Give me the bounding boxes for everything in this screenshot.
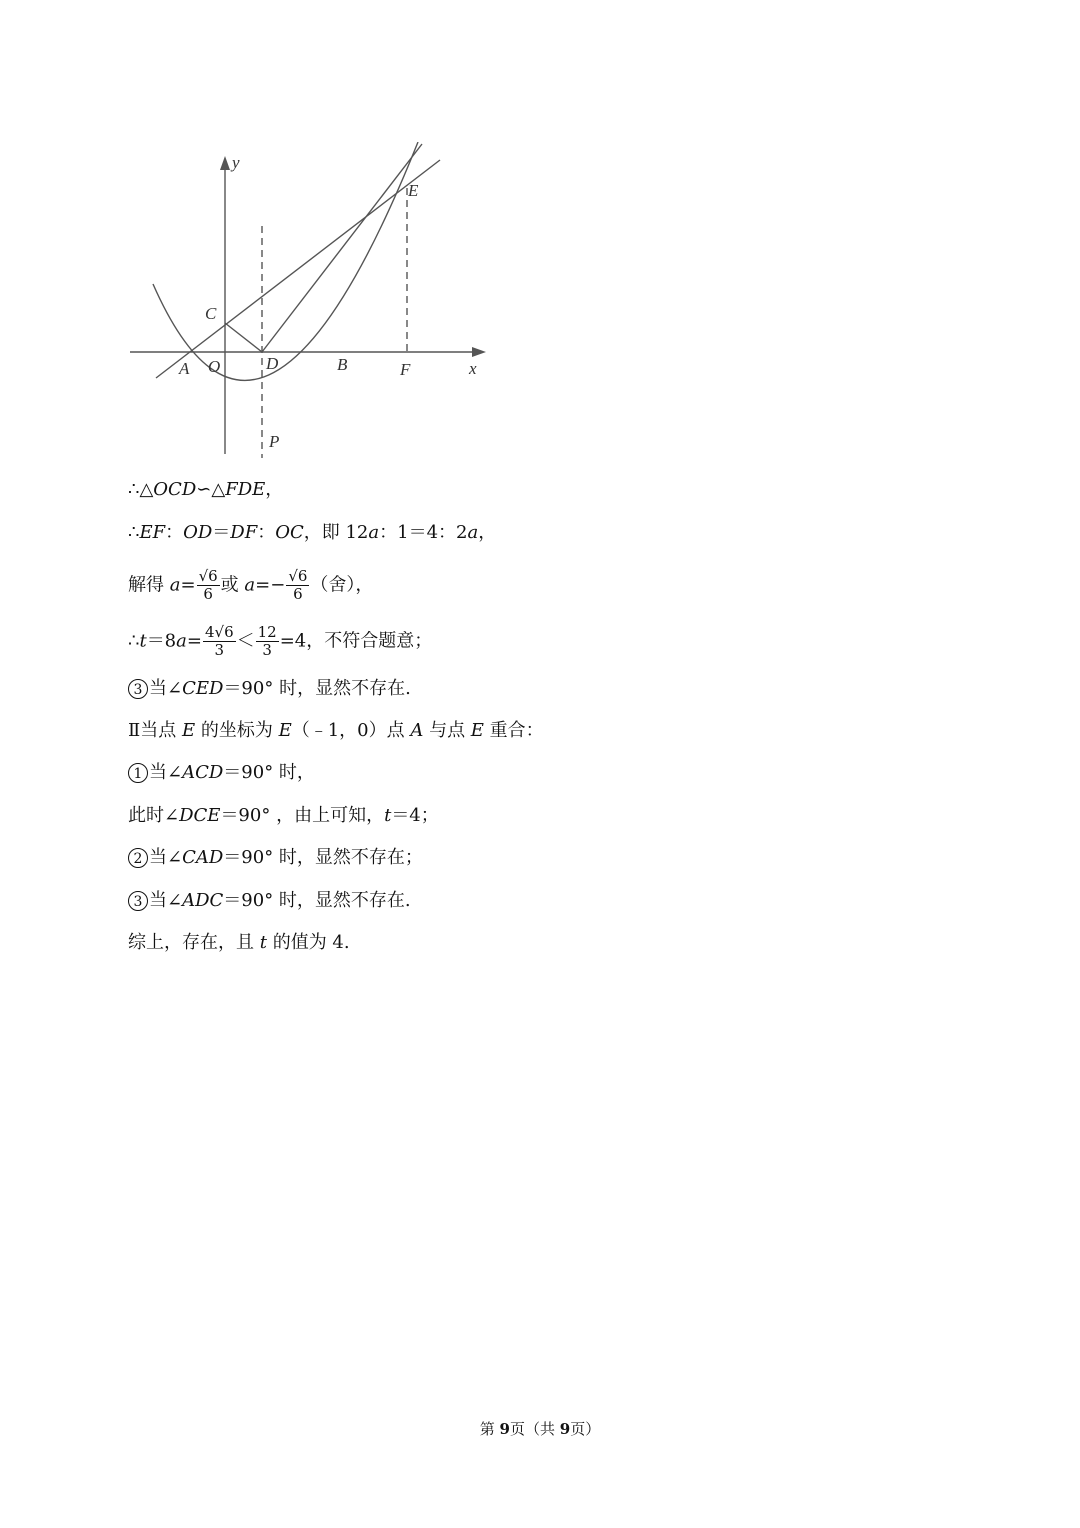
text: 页（共 — [509, 1420, 560, 1438]
text: ： — [257, 522, 276, 543]
var: E — [181, 720, 196, 741]
text: ∽△ — [196, 479, 226, 500]
circled-number: 2 — [128, 848, 148, 868]
solution-line-10 — [128, 888, 411, 914]
text: ∴ — [128, 522, 140, 543]
segment-cd — [225, 323, 262, 352]
text: ， — [265, 479, 284, 500]
line-de — [262, 144, 422, 352]
fraction — [197, 568, 220, 603]
var: t — [259, 932, 267, 953]
var: A — [410, 720, 424, 741]
text: = — [180, 574, 196, 596]
text: 的值为 4. — [266, 932, 350, 953]
label-c: C — [205, 304, 217, 323]
solution-line-2 — [128, 520, 496, 546]
var: CAD — [182, 847, 224, 868]
text: ＜ — [236, 630, 255, 652]
line-ace — [156, 160, 440, 378]
label-e: E — [408, 181, 419, 200]
var: a — [169, 574, 181, 596]
text: ＝90° 时，显然不存在. — [223, 890, 411, 911]
var: t — [384, 805, 392, 826]
text: Ⅱ当点 — [128, 720, 182, 741]
var: a — [467, 522, 479, 543]
text: =4，不符合题意； — [279, 630, 433, 652]
text: 当∠ — [149, 847, 183, 868]
var: E — [278, 720, 292, 741]
text: 当∠ — [149, 890, 183, 911]
var: a — [176, 630, 187, 652]
var: EF — [139, 522, 166, 543]
fraction — [256, 624, 279, 659]
text: 重合： — [483, 720, 544, 741]
fraction — [203, 624, 236, 659]
circled-number: 3 — [128, 891, 148, 911]
solution-line-6 — [128, 718, 544, 744]
var: DF — [230, 522, 258, 543]
text: 页） — [570, 1420, 601, 1438]
solution-line-8 — [128, 803, 439, 829]
numerator: √6 — [198, 567, 218, 585]
var-fde: FDE — [225, 479, 266, 500]
label-o: O — [208, 357, 221, 376]
numerator: 4√6 — [204, 623, 234, 641]
text: 解得 — [128, 574, 170, 596]
var: DCE — [179, 805, 221, 826]
text: 当∠ — [149, 762, 183, 783]
var: ADC — [182, 890, 224, 911]
text: （﹣1，0）点 — [291, 720, 411, 741]
circled-number: 1 — [128, 763, 148, 783]
parabola-curve — [153, 142, 418, 380]
solution-line-9 — [128, 845, 423, 871]
text: ＝8 — [146, 630, 177, 652]
label-p: P — [269, 432, 280, 451]
solution-line-7 — [128, 760, 315, 786]
text: 此时∠ — [128, 805, 180, 826]
text: （舍）， — [310, 574, 374, 596]
page-footer — [0, 1418, 1080, 1439]
text: ＝ — [212, 522, 231, 543]
text: ∴ — [128, 630, 140, 652]
label-f: F — [400, 360, 411, 379]
text: ：1＝4：2 — [379, 522, 468, 543]
text: ＝4； — [391, 805, 439, 826]
var: t — [139, 630, 147, 652]
var: CED — [182, 678, 224, 699]
text: 综上，存在，且 — [128, 932, 260, 953]
solution-line-3 — [128, 568, 373, 603]
circled-number: 3 — [128, 679, 148, 699]
label-d: D — [266, 354, 279, 373]
text: 的坐标为 — [195, 720, 279, 741]
var-ocd: OCD — [153, 479, 197, 500]
var: E — [470, 720, 484, 741]
text: ∴△ — [128, 479, 154, 500]
text: ＝90° 时，显然不存在. — [223, 678, 411, 699]
var: OC — [275, 522, 304, 543]
page-total: 9 — [559, 1420, 571, 1438]
text: =− — [255, 574, 286, 596]
text: ， — [478, 522, 497, 543]
text: 与点 — [423, 720, 471, 741]
page-number: 9 — [499, 1420, 510, 1438]
label-b: B — [337, 355, 348, 374]
solution-line-4 — [128, 624, 432, 659]
x-axis-arrow — [472, 347, 486, 357]
text: = — [186, 630, 202, 652]
numerator: 12 — [257, 623, 277, 641]
denominator: 3 — [214, 641, 225, 659]
text: ＝90° ，由上可知， — [220, 805, 385, 826]
var: ACD — [182, 762, 224, 783]
parabola-figure — [128, 142, 488, 460]
solution-line-11 — [128, 930, 350, 956]
text: ＝90° 时，显然不存在； — [223, 847, 423, 868]
text: 或 — [220, 574, 245, 596]
text: ＝90° 时， — [223, 762, 315, 783]
solution-line-1 — [128, 477, 283, 503]
label-a: A — [179, 359, 190, 378]
denominator: 3 — [262, 641, 272, 659]
var: a — [368, 522, 380, 543]
numerator: √6 — [288, 567, 308, 585]
text: ，即 12 — [303, 522, 369, 543]
label-y: y — [232, 153, 240, 172]
text: 第 — [479, 1420, 500, 1438]
label-x: x — [469, 359, 477, 378]
denominator: 6 — [203, 585, 213, 603]
text: ： — [165, 522, 184, 543]
text: 当∠ — [149, 678, 183, 699]
fraction — [286, 568, 309, 603]
y-axis-arrow — [220, 156, 230, 170]
denominator: 6 — [293, 585, 303, 603]
var: OD — [183, 522, 213, 543]
var: a — [244, 574, 256, 596]
solution-line-5 — [128, 676, 411, 702]
